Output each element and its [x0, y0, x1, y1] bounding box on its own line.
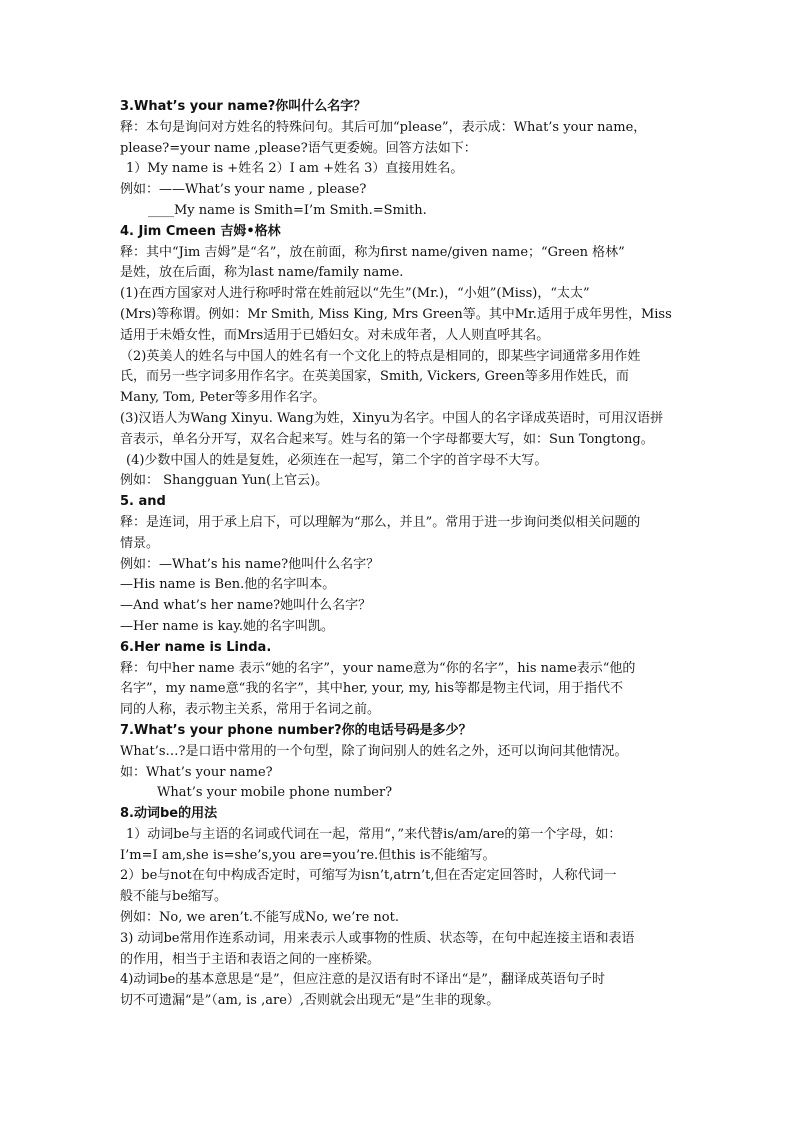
document-page — [120, 97, 690, 1012]
text-line: (3)汉语人为Wang Xinyu. Wang为姓，Xinyu为名字。中国人的名字译成英语时，可用汉语拼 — [120, 410, 664, 426]
text-line: 适用于未婚女性，而Mrs适用于已婚妇女。对未成年者，人人则直呼其名。 — [120, 327, 550, 343]
text-line: (Mrs)等称谓。例如：Mr Smith, Miss King, Mrs Green等。其中Mr.适用于成年男性，Miss — [120, 306, 672, 322]
text-line: 释：是连词，用于承上启下，可以理解为“那么，并且”。常用于进一步询问类似相关问题的 — [120, 514, 641, 530]
text-line: 1）动词be与主语的名词或代词在一起，常用“，”来代替is/am/are的第一个字母，如： — [126, 826, 622, 842]
section-heading: 6.Her name is Linda. — [120, 639, 272, 655]
text-line: ____My name is Smith=I’m Smith.=Smith. — [148, 202, 427, 218]
text-line: 情景。 — [120, 535, 160, 551]
text-line: 切不可遗漏“是”（am, is ,are）,否则就会出现无“是”生非的现象。 — [120, 993, 500, 1009]
text-line: What’s your mobile phone number? — [157, 785, 393, 801]
text-line: 例如：——What’s your name , please? — [120, 182, 367, 198]
text-line: 1）My name is +姓名 2）I am +姓名 3）直接用姓名。 — [126, 161, 464, 177]
text-line: (4)少数中国人的姓是复姓，必须连在一起写，第二个字的首字母不大写。 — [126, 452, 548, 468]
text-line: 例如：No, we aren’t.不能写成No, we’re not. — [120, 910, 399, 926]
text-line: 2）be与not在句中构成否定时，可缩写为isn’t,atrn’t,但在否定定回答时，人称代词一 — [120, 868, 617, 884]
text-line: 名字”，my name意“我的名字”，其中her, your, my, his等都是物主代词，用于指代不 — [120, 681, 624, 697]
text-line: 释：句中her name 表示“她的名字”，your name意为“你的名字”，his name表示“他的 — [120, 660, 636, 676]
text-line: —Her name is kay.她的名字叫凯。 — [120, 618, 334, 634]
text-line: —And what’s her name?她叫什么名字？ — [120, 598, 372, 614]
section-heading: 3.What’s your name?你叫什么名字？ — [120, 99, 367, 114]
text-line: （2)英美人的姓名与中国人的姓名有一个文化上的特点是相同的，即某些字词通常多用作姓 — [120, 348, 641, 364]
text-line: 3) 动词be常用作连系动词，用来表示人或事物的性质、状态等，在句中起连接主语和表语 — [120, 930, 635, 946]
text-line: 释：其中“Jim 吉姆”是“名”，放在前面，称为first name/given name；“Green 格林” — [120, 244, 625, 260]
text-line: please?=your name ,please?语气更委婉。回答方法如下： — [120, 140, 477, 156]
text-line: 例如： Shangguan Yun(上官云)。 — [120, 473, 329, 489]
text-line: —His name is Ben.他的名字叫本。 — [120, 577, 336, 593]
text-line: 氏，而另一些字词多用作名字。在英美国家，Smith, Vickers, Green等多用作姓氏，而 — [120, 369, 629, 385]
text-line: 同的人称，表示物主关系，常用于名词之前。 — [120, 702, 381, 718]
text-line: 例如：—What’s his name?他叫什么名字？ — [120, 556, 380, 572]
text-line: 4)动词be的基本意思是“是”，但应注意的是汉语有时不译出“是”，翻译成英语句子时 — [120, 972, 605, 988]
text-line: What’s…?是口语中常用的一个句型，除了询问别人的姓名之外，还可以询问其他情况。 — [120, 743, 628, 759]
section-heading: 5. and — [120, 494, 166, 510]
text-line: 释：本句是询问对方姓名的特殊问句。其后可加“please”，表示成：What’s your name， — [120, 119, 647, 135]
text-line: 般不能与be缩写。 — [120, 889, 228, 905]
text-line: 的作用，相当于主语和表语之间的一座桥梁。 — [120, 951, 381, 967]
section-heading: 7.What’s your phone number?你的电话号码是多少？ — [120, 722, 472, 738]
text-line: 如：What’s your name? — [120, 764, 273, 780]
text-line: (1)在西方国家对人进行称呼时常在姓前冠以“先生”(Mr.)，“小姐”(Miss)，“太太” — [120, 286, 590, 302]
text-line: 是姓，放在后面，称为last name/family name. — [120, 265, 404, 281]
section-heading: 8.动词be的用法 — [120, 806, 218, 822]
text-line: Many, Tom, Peter等多用作名字。 — [120, 390, 326, 406]
section-heading: 4. Jim Cmeen 吉姆•格林 — [120, 223, 281, 239]
text-line: I’m=I am,she is=she’s,you are=you’re.但this is不能缩写。 — [120, 847, 496, 863]
text-line: 音表示，单名分开写，双名合起来写。姓与名的第一个字母都要大写，如：Sun Tongtong。 — [120, 431, 654, 447]
